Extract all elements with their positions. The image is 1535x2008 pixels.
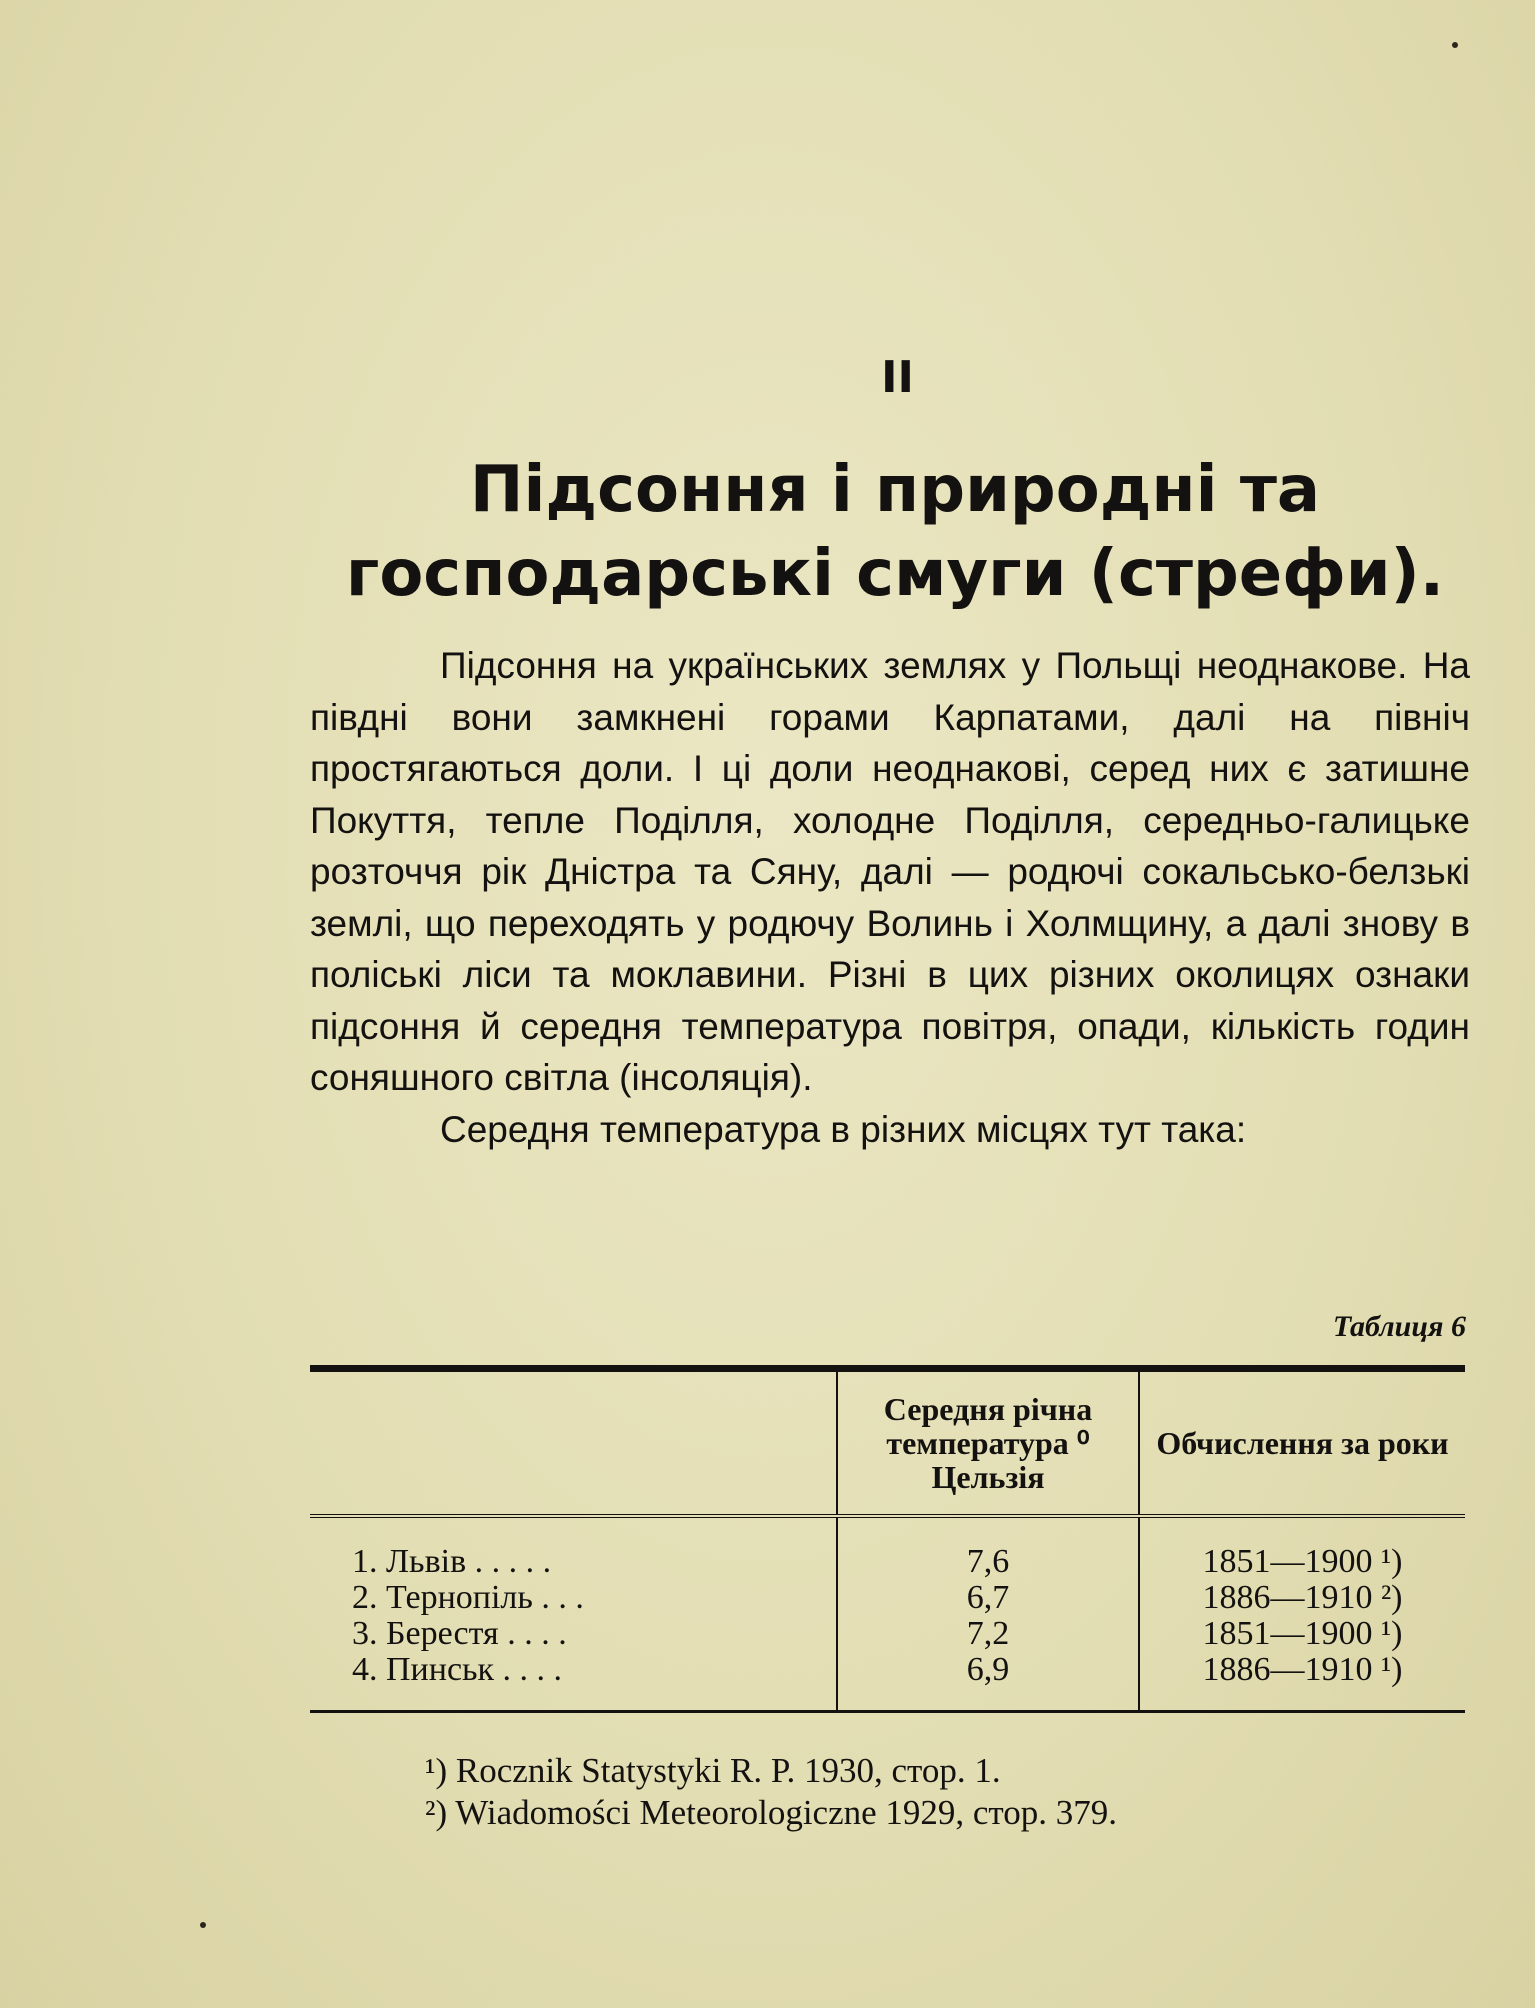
header-years: Обчислення за роки xyxy=(1139,1369,1465,1517)
temperature-table xyxy=(310,1365,1465,1713)
cell-years: 1886—1910 ²) xyxy=(1139,1580,1465,1616)
cell-city: 3. Берестя . . . . xyxy=(352,1615,567,1652)
table-row xyxy=(310,1616,1465,1652)
print-speck xyxy=(1452,42,1458,48)
cell-temperature: 7,6 xyxy=(837,1516,1139,1580)
table-header-row xyxy=(310,1369,1465,1517)
print-speck xyxy=(200,1922,206,1928)
header-city xyxy=(310,1369,837,1517)
footnote-text: Wiadomości Meteorologiczne 1929, стор. 379. xyxy=(455,1793,1118,1832)
footnote-marker: ¹) xyxy=(425,1751,448,1790)
chapter-number: II xyxy=(881,352,914,403)
body-text xyxy=(310,640,1470,1155)
cell-city: 4. Пинськ . . . . xyxy=(352,1651,563,1688)
footnote-marker: ²) xyxy=(425,1793,448,1832)
cell-temperature: 6,9 xyxy=(837,1652,1139,1712)
table-row xyxy=(310,1652,1465,1712)
table-label: Таблиця 6 xyxy=(1332,1310,1466,1343)
cell-city: 1. Львів . . . . . xyxy=(352,1543,552,1580)
cell-years: 1851—1900 ¹) xyxy=(1139,1616,1465,1652)
footnote xyxy=(425,1750,1325,1792)
header-temperature: Середня річна температура ⁰ Цельзія xyxy=(837,1369,1139,1517)
chapter-title: Підсоння і природні та господарські смуги (стрефи). xyxy=(345,453,1445,611)
cell-years: 1886—1910 ¹) xyxy=(1139,1652,1465,1712)
cell-years: 1851—1900 ¹) xyxy=(1139,1516,1465,1580)
footnotes xyxy=(425,1750,1325,1834)
paragraph: Середня температура в різних місцях тут така: xyxy=(440,1108,1247,1150)
table-row xyxy=(310,1516,1465,1580)
footnote xyxy=(425,1792,1325,1834)
table-row xyxy=(310,1580,1465,1616)
footnote-text: Rocznik Statystyki R. P. 1930, стор. 1. xyxy=(455,1751,1001,1790)
cell-temperature: 7,2 xyxy=(837,1616,1139,1652)
paragraph: Підсоння на українських землях у Польщі неоднакове. На півдні вони замкнені горами Карпатами, далі на північ простягаються доли. І ці доли неоднакові, серед них є затишне Покуття, тепле Поділля, холодне Поділля, середньо-галицьке розточчя рік Дністра та Сяну, далі — родючі сокальсько-белзькі землі, що переходять у родючу Волинь і Холмщину, а далі знову в поліські ліси та моклавини. Різні в цих різних околицях ознаки підсоння й середня температура повітря, опади, кількість годин соняшного світла (інсоляція). xyxy=(310,645,1470,1098)
cell-city: 2. Тернопіль . . . xyxy=(352,1579,584,1616)
cell-temperature: 6,7 xyxy=(837,1580,1139,1616)
